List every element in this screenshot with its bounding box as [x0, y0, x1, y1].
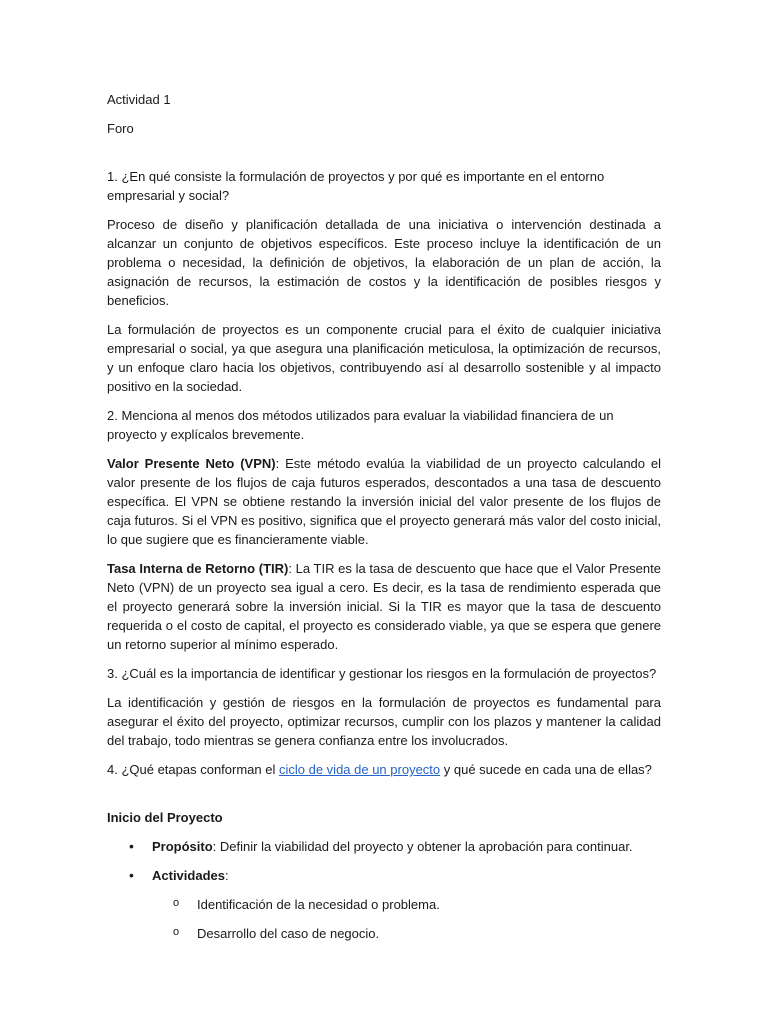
activities-label: Actividades	[152, 868, 225, 883]
activity-title: Actividad 1	[107, 92, 171, 107]
vpn-text: : Este método evalúa la viabilidad de un proyecto calculando el valor presente de los flujos de caja futuros esperados, descontados a una tasa de descuento específica. El VPN se obtiene restando la inversión inicial del valor presente de los flujos de caja futuros. Si el VPN es positivo, significa que el proyecto generará más valor del costo inicial, lo que sugiere que es financieramente viable.	[107, 456, 661, 547]
stage-1-purpose	[107, 837, 661, 856]
activities-colon: :	[224, 868, 229, 883]
project-lifecycle-link[interactable]: ciclo de vida de un proyecto	[278, 762, 441, 777]
forum-label: Foro	[107, 121, 134, 136]
question-4	[107, 760, 661, 779]
list-item: o Identificación de la necesidad o problema.	[107, 895, 661, 914]
question-4-prefix: 4. ¿Qué etapas conforman el	[107, 762, 279, 777]
document-body	[107, 90, 661, 953]
answer-1-paragraph-2: La formulación de proyectos es un componente crucial para el éxito de cualquier iniciativa empresarial o social, ya que asegura una planificación meticulosa, la optimización de recursos, y un enfoque claro hacia los objetivos, contribuyendo así al desarrollo sostenible y al impacto positivo en la sociedad.	[107, 322, 661, 394]
answer-2-vpn	[107, 454, 661, 549]
answer-3: La identificación y gestión de riesgos en la formulación de proyectos es fundamental para asegurar el éxito del proyecto, optimizar recursos, cumplir con los plazos y mantener la calidad del trabajo, todo mientras se genera confianza entre los involucrados.	[107, 695, 661, 748]
stage-1-activities	[107, 866, 661, 885]
tir-term: Tasa Interna de Retorno (TIR)	[107, 561, 289, 576]
purpose-label: Propósito	[152, 839, 213, 854]
question-3: 3. ¿Cuál es la importancia de identificar y gestionar los riesgos en la formulación de proyectos?	[107, 666, 657, 681]
question-1: 1. ¿En qué consiste la formulación de proyectos y por qué es importante en el entorno empresarial y social?	[107, 169, 605, 203]
stage-1-list	[107, 837, 661, 885]
list-item: o Desarrollo del caso de negocio.	[107, 924, 661, 943]
stage-1-activities-list	[107, 895, 661, 943]
question-2: 2. Menciona al menos dos métodos utilizados para evaluar la viabilidad financiera de un proyecto y explícalos brevemente.	[107, 408, 614, 442]
spacer	[107, 148, 661, 167]
spacer	[107, 789, 661, 808]
answer-2-tir	[107, 559, 661, 654]
purpose-text: : Definir la viabilidad del proyecto y obtener la aprobación para continuar.	[212, 839, 633, 854]
stage-1-title: Inicio del Proyecto	[107, 810, 223, 825]
tir-text: : La TIR es la tasa de descuento que hace que el Valor Presente Neto (VPN) de un proyecto sea igual a cero. Es decir, es la tasa de rendimiento esperada que el proyecto generará sobre la inversión inicial. Si la TIR es mayor que la tasa de descuento requerida o el costo de capital, el proyecto es considerado viable, ya que se espera que genere un retorno superior al mínimo esperado.	[107, 561, 661, 652]
question-4-suffix: y qué sucede en cada una de ellas?	[440, 762, 652, 777]
answer-1-paragraph-1: Proceso de diseño y planificación detallada de una iniciativa o intervención destinada a alcanzar un conjunto de objetivos específicos. Este proceso incluye la identificación de un problema o necesidad, la definición de objetivos, la elaboración de un plan de acción, la asignación de recursos, la estimación de costos y la identificación de posibles riesgos y beneficios.	[107, 217, 661, 308]
vpn-term: Valor Presente Neto (VPN)	[107, 456, 276, 471]
